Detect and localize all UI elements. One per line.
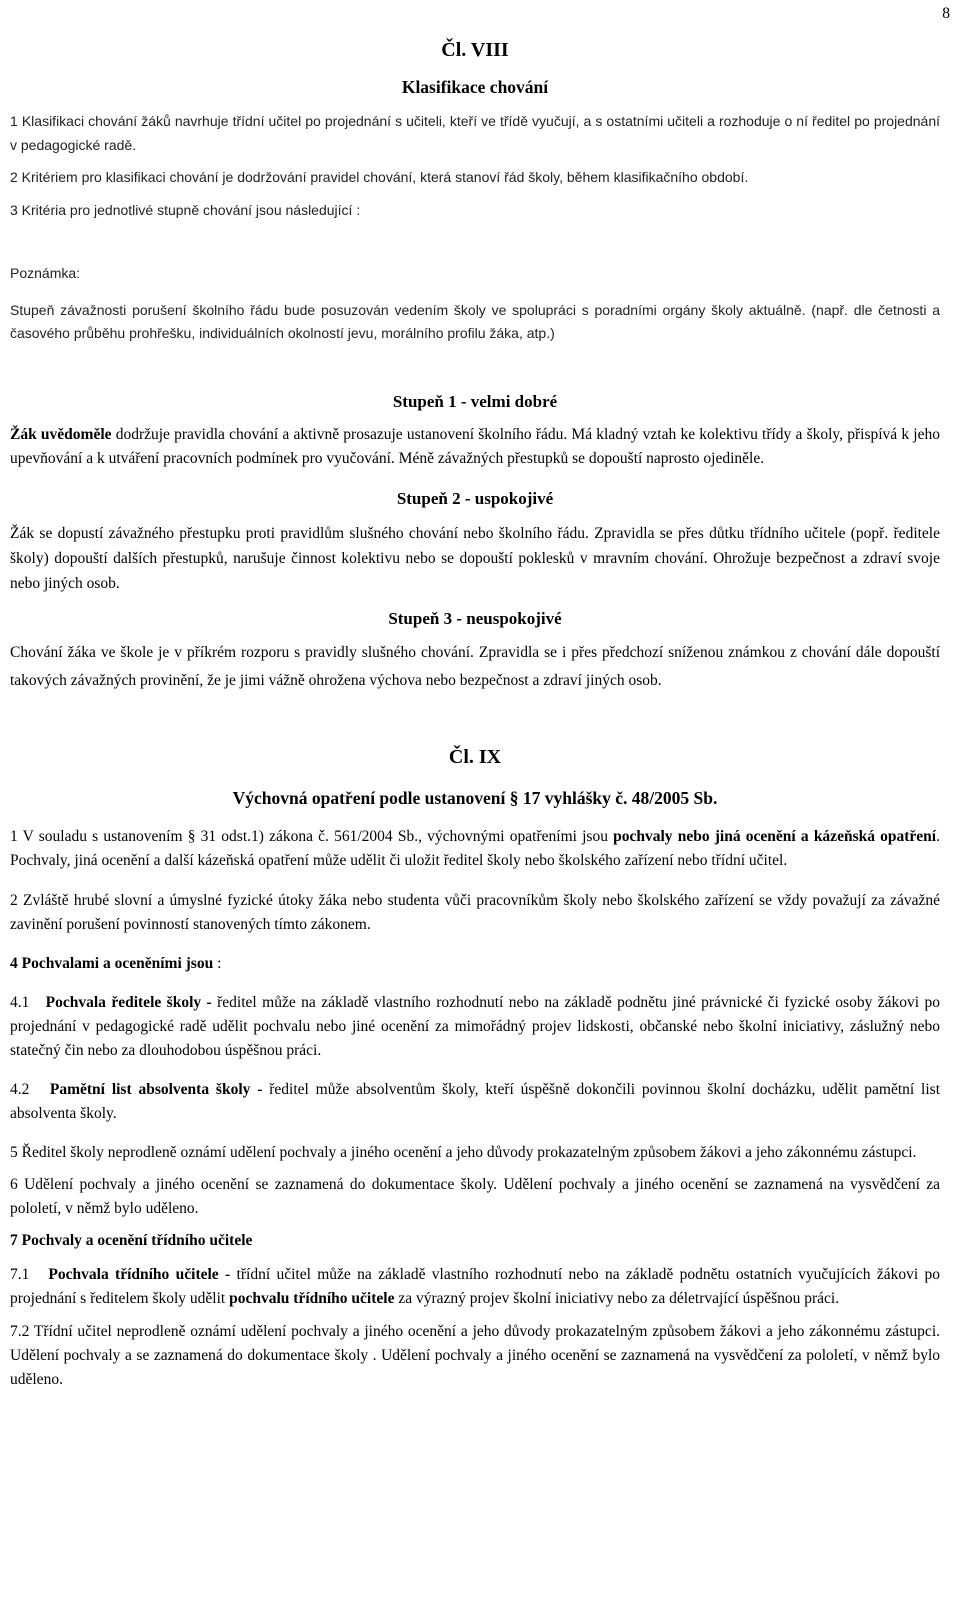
- note-label: Poznámka:: [10, 265, 81, 281]
- art9-paragraph-7: 7 Pochvaly a ocenění třídního učitele: [10, 1232, 253, 1249]
- grade-1-lead: Žák uvědoměle: [10, 426, 112, 443]
- art9-paragraph-4-2: [10, 1078, 940, 1126]
- art9-p1-part-a: 1 V souladu s ustanovením § 31 odst.1) zákona č. 561/2004 Sb., výchovnými opatřeními jsou: [10, 828, 614, 845]
- art8-paragraph-1: 1 Klasifikaci chování žáků navrhuje třídní učitel po projednání s učiteli, kteří ve třídě vyučují, a s ostatními učiteli a rozhoduje o ní ředitel po projednání v pedagogické radě.: [10, 113, 940, 153]
- art9-paragraph-6: 6 Udělení pochvaly a jiného ocenění se zaznamená do dokumentace školy. Udělení pochvaly a jiného ocenění se zaznamená na vysvědčení za pololetí, v němž bylo uděleno.: [10, 1176, 940, 1217]
- p71-bold: Pochvala třídního učitele -: [48, 1266, 231, 1283]
- grade-3-text: Chování žáka ve škole je v příkrém rozporu s pravidly slušného chování. Zpravidla se i přes předchozí sníženou známkou z chování dále dopouští takových závažných provinění, že je jimi vážně ohrožena výchova nebo bezpečnost a zdraví jiných osob.: [10, 644, 940, 689]
- p41-number: 4.1: [10, 994, 30, 1011]
- art9-p4-heading: 4 Pochvalami a oceněními jsou: [10, 955, 214, 972]
- note-text: Stupeň závažnosti porušení školního řádu bude posuzován vedením školy ve spolupráci s poradními orgány školy aktuálně. (např. dle četnosti a časového průběhu prohřešku, individuálních okolností jevu, morálního profilu žáka, atp.): [10, 302, 940, 341]
- art8-paragraph-2: 2 Kritériem pro klasifikaci chování je dodržování pravidel chování, která stanoví řád školy, během klasifikačního období.: [10, 169, 749, 185]
- article-8-title: Klasifikace chování: [401, 77, 549, 97]
- grade-1-text: [10, 423, 940, 471]
- p42-bold: Pamětní list absolventa školy -: [49, 1081, 263, 1098]
- p41-text: ředitel může na základě vlastního rozhodnutí nebo na základě podnětu jiné právnické či fyzické osoby žákovi po projednání v pedagogické radě udělit pochvalu nebo jiné ocenění za mimořádný projev lidskosti, občanské nebo školní iniciativy, záslužný nebo statečný čin nebo za dlouhodobou úspěšnou práci.: [10, 994, 940, 1059]
- art9-paragraph-7-1: [10, 1263, 940, 1311]
- article-9-title: Výchovná opatření podle ustanovení § 17 vyhlášky č. 48/2005 Sb.: [232, 788, 718, 808]
- art9-paragraph-1: [10, 825, 940, 873]
- p42-text: ředitel může absolventům školy, kteří úspěšně dokončili povinnou školní docházku, udělit pamětní list absolventa školy.: [10, 1081, 941, 1122]
- grade-2-text: Žák se dopustí závažného přestupku proti pravidlům slušného chování nebo školního řádu. Zpravidla se přes důtku třídního učitele (popř. ředitele školy) dopouští dalších přestupků, narušuje činnost kolektivu nebo se dopouští poklesků v mravním chování. Ohrožuje bezpečnost a zdraví svoje nebo jiných osob.: [10, 525, 940, 592]
- art9-paragraph-4: [10, 952, 940, 976]
- document-page: [10, 0, 940, 1392]
- art9-p1-part-c: . Pochvaly, jiná ocenění a další kázeňská opatření může udělit či uložit ředitel školy nebo školského zařízení nebo třídní učitel.: [10, 828, 940, 869]
- p71-text-b: za výrazný projev školní iniciativy nebo za déletrvající úspěšnou práci.: [394, 1290, 840, 1307]
- grade-1-title: Stupeň 1 - velmi dobré: [392, 392, 558, 411]
- art9-paragraph-2: 2 Zvláště hrubé slovní a úmyslné fyzické útoky žáka nebo studenta vůči pracovníkům školy nebo školského zařízení se vždy považují za závažné zavinění porušení povinností stanovených tímto zákonem.: [10, 892, 940, 933]
- p41-bold: Pochvala ředitele školy -: [45, 994, 212, 1011]
- art9-paragraph-5: 5 Ředitel školy neprodleně oznámí udělení pochvaly a jiného ocenění a jeho důvody prokazatelným způsobem žákovi a jeho zákonnému zástupci.: [10, 1144, 917, 1161]
- p71-number: 7.1: [10, 1266, 30, 1283]
- art9-paragraph-7-2: 7.2 Třídní učitel neprodleně oznámí udělení pochvaly a jiného ocenění a jeho důvody prokazatelným způsobem žákovi a jeho zákonnému zástupci. Udělení pochvaly a se zaznamená do dokumentace školy . Udělení pochvaly a jiného ocenění se zaznamená na vysvědčení za pololetí, v němž bylo uděleno.: [10, 1323, 940, 1388]
- art8-paragraph-3: 3 Kritéria pro jednotlivé stupně chování jsou následující :: [10, 202, 361, 218]
- page-number: 8: [942, 5, 950, 22]
- p71-text-a: třídní učitel může na základě vlastního rozhodnutí nebo na základě podnětu ostatních vyučujících žákovi po projednání s ředitelem školy udělit: [10, 1266, 941, 1307]
- grade-2-title: Stupeň 2 - uspokojivé: [396, 489, 554, 508]
- grade-1-body: dodržuje pravidla chování a aktivně prosazuje ustanovení školního řádu. Má kladný vztah ke kolektivu třídy a školy, přispívá k jeho upevňování a k utváření pracovních podmínek pro vyučování. Méně závažných přestupků se dopouští naprosto ojediněle.: [10, 426, 940, 467]
- art9-paragraph-4-1: [10, 991, 940, 1063]
- p42-number: 4.2: [10, 1081, 30, 1098]
- p71-bold-2: pochvalu třídního učitele: [229, 1290, 395, 1307]
- article-9-heading: Čl. IX: [448, 746, 502, 768]
- art9-p1-bold: pochvaly nebo jiná ocenění a kázeňská opatření: [613, 828, 937, 845]
- article-8-heading: Čl. VIII: [441, 39, 509, 61]
- grade-3-title: Stupeň 3 - neuspokojivé: [388, 609, 562, 628]
- art9-p4-tail: :: [213, 955, 222, 972]
